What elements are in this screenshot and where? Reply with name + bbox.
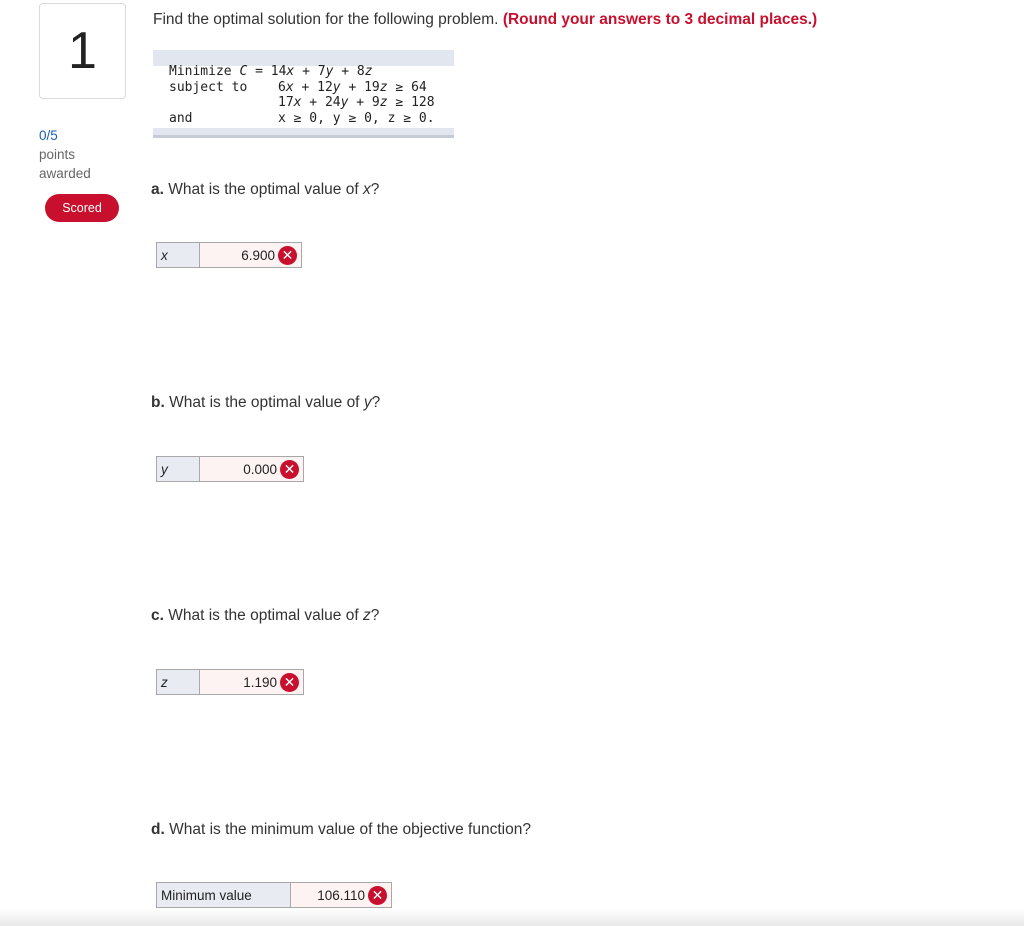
problem-bottom-line xyxy=(153,135,454,138)
question-number xyxy=(39,3,126,99)
points-summary xyxy=(39,126,91,183)
part-d-answer-field[interactable] xyxy=(291,883,391,907)
and-label: and xyxy=(169,111,193,126)
part-c-answer xyxy=(156,669,304,695)
part-c-answer-field[interactable] xyxy=(200,670,303,694)
incorrect-icon: ✕ xyxy=(368,886,387,905)
nonnegativity-constraints: x ≥ 0, y ≥ 0, z ≥ 0. xyxy=(278,111,435,126)
part-d-answer xyxy=(156,882,392,908)
part-b-question: b. What is the optimal value of y? xyxy=(151,394,381,411)
prompt-note: (Round your answers to 3 decimal places.) xyxy=(502,11,818,28)
part-a-answer xyxy=(156,242,302,268)
incorrect-icon: ✕ xyxy=(280,673,299,692)
objective-row: Minimize C = 14x + 7y + 8z xyxy=(169,64,373,79)
part-c-value: 1.190 xyxy=(243,674,277,690)
constraint-2: 17x + 24y + 9z ≥ 128 xyxy=(278,95,435,110)
question-number-text: 1 xyxy=(68,22,97,80)
problem-statement xyxy=(153,50,454,138)
part-c-field-label: z xyxy=(157,670,200,694)
question-prompt xyxy=(153,11,817,29)
part-b-answer xyxy=(156,456,304,482)
constraint-1: 6x + 12y + 19z ≥ 64 xyxy=(278,80,427,95)
part-a-question: a. What is the optimal value of x? xyxy=(151,181,380,198)
part-b-value: 0.000 xyxy=(243,461,277,477)
part-d-question: d. What is the minimum value of the objective function? xyxy=(151,821,531,838)
points-score: 0/5 xyxy=(39,128,58,143)
part-b-field-label: y xyxy=(157,457,200,481)
bottom-fade xyxy=(0,908,1024,926)
part-a-value: 6.900 xyxy=(241,247,275,263)
part-c-question: c. What is the optimal value of z? xyxy=(151,607,380,624)
scored-badge: Scored xyxy=(45,194,119,222)
part-a-field-label: x xyxy=(157,243,200,267)
part-a-answer-field[interactable] xyxy=(200,243,301,267)
part-b-answer-field[interactable] xyxy=(200,457,303,481)
awarded-label: awarded xyxy=(39,166,91,181)
part-d-value: 106.110 xyxy=(317,887,365,903)
prompt-text: Find the optimal solution for the following problem. xyxy=(153,11,499,28)
part-d-field-label: Minimum value xyxy=(157,883,291,907)
subject-to-label: subject to xyxy=(169,80,248,95)
incorrect-icon: ✕ xyxy=(278,246,297,265)
incorrect-icon: ✕ xyxy=(280,460,299,479)
points-label: points xyxy=(39,147,76,162)
